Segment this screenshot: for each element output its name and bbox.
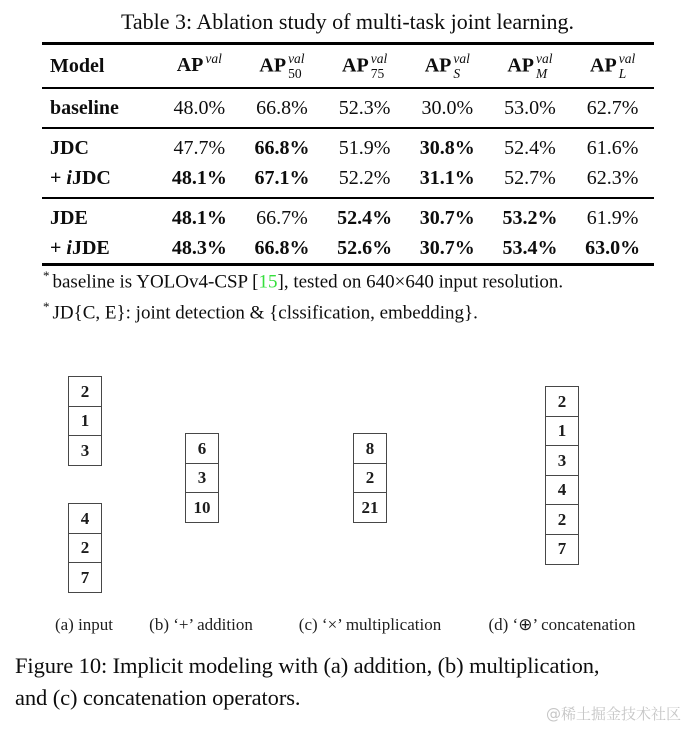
model-name: JDC <box>50 136 89 159</box>
footnote-marker: * <box>43 268 50 283</box>
col-header-apM <box>489 44 572 88</box>
col-header-label: AP <box>590 54 617 77</box>
table-row <box>42 128 654 163</box>
col-header-ap75 <box>323 44 406 88</box>
ap-value: 53.4% <box>502 236 558 259</box>
col-header-apL <box>571 44 654 88</box>
stack-cell: 4 <box>68 503 102 534</box>
ap-value: 48.0% <box>173 96 226 119</box>
supsub <box>619 52 636 82</box>
ap-value: 48.3% <box>171 236 227 259</box>
ap-value: 48.1% <box>171 206 227 229</box>
stack-cell: 6 <box>185 433 219 464</box>
col-header-model <box>42 44 158 88</box>
model-name: + iJDC <box>50 166 111 189</box>
ap-value: 51.9% <box>338 136 391 159</box>
ap-value: 66.8% <box>254 136 310 159</box>
stack-cell: 8 <box>353 433 387 464</box>
ap-value: 30.0% <box>421 96 474 119</box>
footnote-text: JD{C, E}: joint detection & {clssification, embedding}. <box>52 302 478 324</box>
stack-cell: 2 <box>545 504 579 535</box>
table-header-row <box>42 44 654 88</box>
table-row <box>42 88 654 128</box>
footnote-jd <box>43 297 673 328</box>
footnote-text: baseline is YOLOv4-CSP [ <box>52 271 259 293</box>
ap-value: 30.7% <box>419 206 475 229</box>
superscript: val <box>288 51 305 66</box>
ap-value: 47.7% <box>173 136 226 159</box>
figure-caption-line: Figure 10: Implicit modeling with (a) addition, (b) multiplication, <box>15 653 600 678</box>
table-footnotes <box>43 266 673 328</box>
col-header-label: AP <box>507 54 535 77</box>
citation-link[interactable]: 15 <box>258 271 278 293</box>
supsub <box>536 52 553 82</box>
superscript: val <box>205 51 222 67</box>
ap-value: 66.7% <box>256 206 308 229</box>
stack-cell: 2 <box>545 386 579 417</box>
ap-value: 52.2% <box>338 166 391 189</box>
ap-value: 53.0% <box>504 96 556 119</box>
stack-cell: 2 <box>68 376 102 407</box>
ap-value: 62.7% <box>586 96 639 119</box>
stack-input-top <box>68 376 102 466</box>
subscript: 50 <box>288 65 302 81</box>
stack-cell: 3 <box>545 445 579 476</box>
figure-caption-line: and (c) concatenation operators. <box>15 684 301 710</box>
ap-value: 61.6% <box>586 136 639 159</box>
stack-cell: 1 <box>68 406 102 437</box>
table-title: Table 3: Ablation study of multi-task joint learning. <box>120 9 575 34</box>
ap-value: 52.4% <box>504 136 556 159</box>
ap-value: 52.6% <box>337 236 393 259</box>
ap-value: 66.8% <box>254 236 310 259</box>
col-header-ap50 <box>241 44 324 88</box>
supsub <box>288 52 305 82</box>
table-row <box>42 233 654 265</box>
subcaption-b: (b) ‘+’ addition <box>149 615 253 634</box>
figure-10 <box>0 355 695 647</box>
model-name: JDE <box>50 206 88 229</box>
subcaption-c: (c) ‘×’ multiplication <box>298 615 442 634</box>
col-header-ap <box>158 44 241 88</box>
ap-value: 52.7% <box>504 166 556 189</box>
col-header-label: AP <box>424 54 452 77</box>
ap-value: 62.3% <box>586 166 639 189</box>
superscript: val <box>453 51 470 66</box>
stack-cell: 3 <box>185 463 219 494</box>
supsub <box>453 52 470 82</box>
table-row <box>42 198 654 233</box>
stack-cell: 10 <box>185 492 219 523</box>
ap-value: 48.1% <box>171 166 227 189</box>
col-header-label: AP <box>259 54 287 77</box>
subscript: S <box>453 65 461 81</box>
subcaption-d: (d) ‘⊕’ concatenation <box>488 615 636 634</box>
supsub <box>205 52 222 81</box>
stack-cell: 3 <box>68 435 102 466</box>
ap-value: 30.8% <box>419 136 475 159</box>
stack-cell: 7 <box>68 562 102 593</box>
stack-cell: 4 <box>545 475 579 506</box>
watermark: @稀土掘金技术社区 <box>545 705 681 723</box>
col-header-label: AP <box>176 54 204 77</box>
stack-cell: 1 <box>545 416 579 447</box>
model-name: baseline <box>50 96 119 119</box>
superscript: val <box>618 51 636 66</box>
stack-cell: 21 <box>353 492 387 523</box>
stack-cell: 2 <box>353 463 387 494</box>
subscript: 75 <box>370 65 385 81</box>
supsub <box>371 52 388 82</box>
model-name: + iJDE <box>50 236 110 259</box>
subscript: M <box>536 65 548 81</box>
superscript: val <box>536 51 553 66</box>
ap-value: 67.1% <box>254 166 310 189</box>
footnote-baseline <box>43 266 673 297</box>
ap-value: 52.3% <box>338 96 391 119</box>
table-body <box>42 88 654 265</box>
ablation-table <box>42 42 654 266</box>
col-header-label: Model <box>50 55 105 78</box>
stack-addition <box>185 433 219 523</box>
footnote-text: ], tested on 640×640 input resolution. <box>277 271 564 293</box>
ap-value: 52.4% <box>337 206 393 229</box>
superscript: val <box>370 51 388 66</box>
ap-value: 31.1% <box>419 166 475 189</box>
col-header-label: AP <box>342 54 369 77</box>
stack-concatenation <box>545 386 579 565</box>
ap-value: 61.9% <box>586 206 639 229</box>
stack-multiplication <box>353 433 387 523</box>
footnote-marker: * <box>43 298 50 314</box>
stack-cell: 7 <box>545 534 579 565</box>
table-row <box>42 163 654 198</box>
subcaption-a: (a) input <box>54 615 114 634</box>
stack-input-bottom <box>68 503 102 593</box>
ap-value: 66.8% <box>256 96 308 119</box>
ap-value: 53.2% <box>502 206 558 229</box>
stack-cell: 2 <box>68 533 102 564</box>
ap-value: 30.7% <box>419 236 475 259</box>
ap-value: 63.0% <box>585 236 641 259</box>
subscript: L <box>618 65 627 81</box>
col-header-apS <box>406 44 489 88</box>
